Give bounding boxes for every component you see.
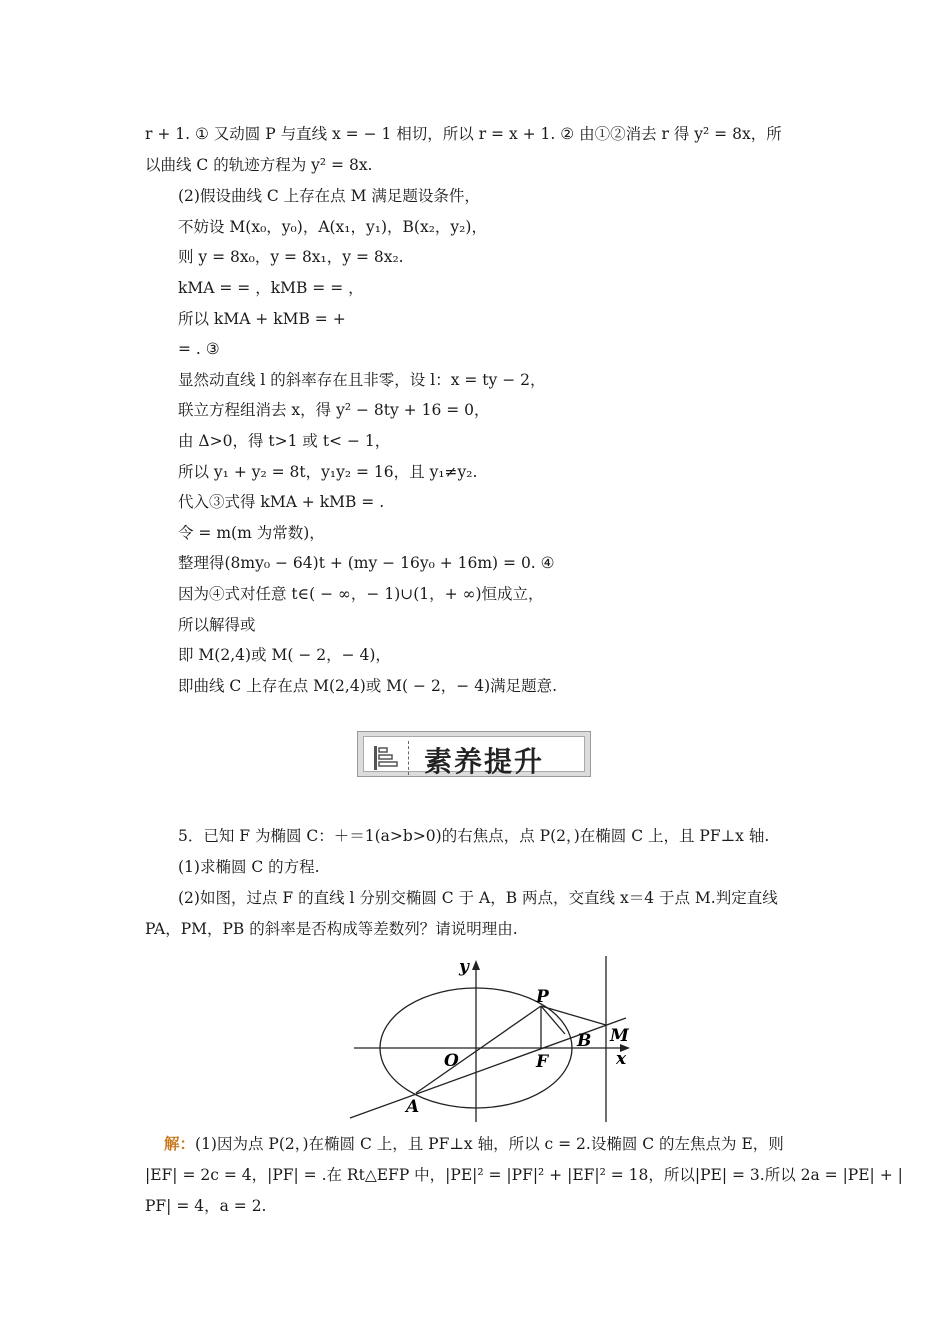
proof-line-7: 所以 kMA + kMB = + <box>178 310 346 328</box>
section-title: 素养提升 <box>424 745 545 778</box>
proof-line-19: 即曲线 C 上存在点 M(2,4)或 M( − 2，− 4)满足题意. <box>178 677 558 695</box>
label-f: F <box>536 1052 549 1072</box>
proof-line-9: 显然动直线 l 的斜率存在且非零，设 l：x = ty − 2， <box>178 371 546 389</box>
label-m: M <box>610 1026 629 1046</box>
section-banner <box>357 731 591 777</box>
y-axis-arrow <box>472 960 480 970</box>
proof-line-5: 则 y = 8x₀，y = 8x₁，y = 8x₂. <box>178 248 404 266</box>
proof-line-11: 由 Δ>0，得 t>1 或 t< − 1， <box>178 432 391 450</box>
solution-line-3: PF| = 4，a = 2. <box>145 1197 267 1215</box>
label-y: y <box>459 957 469 977</box>
label-x: x <box>616 1049 627 1069</box>
label-o: O <box>444 1051 459 1071</box>
ellipse-figure <box>340 952 640 1124</box>
label-b: B <box>577 1031 592 1051</box>
proof-line-6: kMA = = ，kMB = = ， <box>178 279 364 297</box>
proof-line-14: 令 = m(m 为常数)， <box>178 524 325 542</box>
label-p: P <box>536 987 549 1007</box>
proof-line-17: 所以解得或 <box>178 616 256 634</box>
problem-part-2-cont: PA，PM，PB 的斜率是否构成等差数列？请说明理由. <box>145 920 518 938</box>
proof-line-13: 代入③式得 kMA + kMB = . <box>178 493 385 511</box>
proof-line-15: 整理得(8my₀ − 64)t + (my − 16y₀ + 16m) = 0. ④ <box>178 554 555 572</box>
label-a: A <box>406 1097 420 1117</box>
proof-line-12: 所以 y₁ + y₂ = 8t，y₁y₂ = 16，且 y₁≠y₂. <box>178 463 478 481</box>
segment-pm <box>541 1006 606 1025</box>
proof-line-10: 联立方程组消去 x，得 y² − 8ty + 16 = 0， <box>178 401 490 419</box>
list-bars-icon <box>373 744 399 772</box>
proof-line-4: 不妨设 M(x₀，y₀)，A(x₁，y₁)，B(x₂，y₂)， <box>178 218 487 236</box>
segment-pa <box>416 1006 541 1093</box>
solution-label: 解： <box>164 1134 196 1153</box>
solution-line-2: |EF| = 2c = 4，|PF| = .在 Rt△EFP 中，|PE|² = |PF|² + |EF|² = 18，所以|PE| = 3.所以 2a = |PE| + | <box>145 1166 903 1184</box>
problem-statement: 5．已知 F 为椭圆 C：＋＝1(a>b>0)的右焦点，点 P(2，)在椭圆 C 上，且 PF⊥x 轴. <box>178 827 770 845</box>
proof-line-8: = . ③ <box>178 340 220 358</box>
problem-part-1: (1)求椭圆 C 的方程. <box>178 858 320 876</box>
proof-line-2: 以曲线 C 的轨迹方程为 y² = 8x. <box>145 156 373 174</box>
proof-line-16: 因为④式对任意 t∈( − ∞，− 1)∪(1，+ ∞)恒成立， <box>178 585 544 603</box>
proof-line-3: (2)假设曲线 C 上存在点 M 满足题设条件， <box>178 187 480 205</box>
proof-line-1: r + 1. ① 又动圆 P 与直线 x = − 1 相切，所以 r = x + 1. ② 由①②消去 r 得 y² = 8x，所 <box>145 125 782 143</box>
solution-line-1 <box>164 1134 784 1154</box>
solution-text-1: (1)因为点 P(2，)在椭圆 C 上，且 PF⊥x 轴，所以 c = 2.设椭圆 C 的左焦点为 E，则 <box>195 1135 784 1153</box>
banner-divider <box>408 741 409 775</box>
problem-part-2: (2)如图，过点 F 的直线 l 分别交椭圆 C 于 A，B 两点，交直线 x＝4 于点 M.判定直线 <box>178 889 778 907</box>
proof-line-18: 即 M(2,4)或 M( − 2，− 4)， <box>178 646 391 664</box>
